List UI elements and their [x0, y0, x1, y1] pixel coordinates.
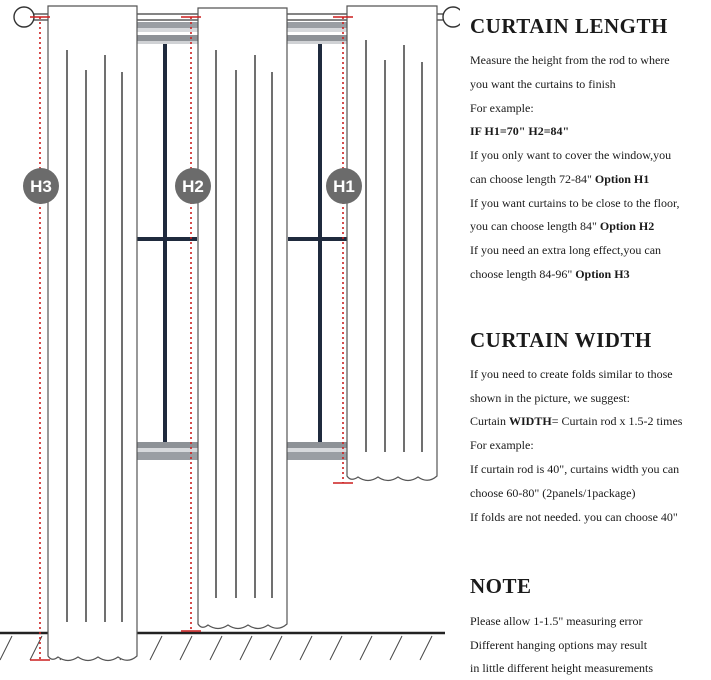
- length-line-4: IF H1=70" H2=84": [470, 124, 570, 138]
- width-line-3-b: = Curtain rod x 1.5-2 times: [551, 414, 683, 428]
- length-line-8-text: you can choose length 84": [470, 219, 600, 233]
- width-line-3: [470, 414, 682, 429]
- badge-h1-label: H1: [333, 177, 355, 196]
- note-line-3: in little different height measurements: [470, 661, 654, 675]
- option-h2-label: Option H2: [599, 219, 655, 233]
- width-bold-label: WIDTH: [509, 414, 552, 428]
- width-line-5: If curtain rod is 40", curtains width you can: [470, 462, 680, 476]
- length-line-3: For example:: [470, 101, 534, 115]
- badge-h2: [175, 168, 211, 204]
- length-line-1: Measure the height from the rod to where: [470, 53, 670, 67]
- width-line-3-a: Curtain: [470, 414, 509, 428]
- length-line-9: If you need an extra long effect,you can: [470, 243, 662, 257]
- length-line-10-text: choose length 84-96": [470, 267, 576, 281]
- width-line-4: For example:: [470, 438, 534, 452]
- curtain-width-heading: CURTAIN WIDTH: [470, 328, 652, 352]
- width-line-6: choose 60-80" (2panels/1package): [470, 486, 636, 500]
- length-line-2: you want the curtains to finish: [470, 77, 616, 91]
- width-line-7: If folds are not needed. you can choose 40": [470, 510, 678, 524]
- note-line-2: Different hanging options may result: [470, 638, 648, 652]
- curtain-panel-h3: [48, 6, 137, 661]
- note-line-1: Please allow 1-1.5" measuring error: [470, 614, 643, 628]
- note-heading: NOTE: [470, 574, 532, 598]
- curtain-length-heading: CURTAIN LENGTH: [470, 14, 668, 38]
- badge-h3-label: H3: [30, 177, 52, 196]
- option-h1-label: Option H1: [594, 172, 650, 186]
- width-line-2: shown in the picture, we suggest:: [470, 391, 630, 405]
- measure-line-h3: [30, 17, 50, 660]
- length-line-6: [470, 172, 649, 187]
- length-line-10: [470, 267, 630, 282]
- option-h3-label: Option H3: [575, 267, 630, 281]
- width-line-1: If you need to create folds similar to those: [470, 367, 673, 381]
- length-line-6-text: can choose length 72-84": [470, 172, 595, 186]
- curtain-panel-h2: [198, 8, 287, 629]
- curtain-panel-h1: [347, 6, 437, 481]
- badge-h3: [23, 168, 59, 204]
- length-line-7: If you want curtains to be close to the floor,: [470, 196, 680, 210]
- badge-h1: [326, 168, 362, 204]
- length-line-5: If you only want to cover the window,you: [470, 148, 672, 162]
- length-line-8: [470, 219, 654, 234]
- badge-h2-label: H2: [182, 177, 204, 196]
